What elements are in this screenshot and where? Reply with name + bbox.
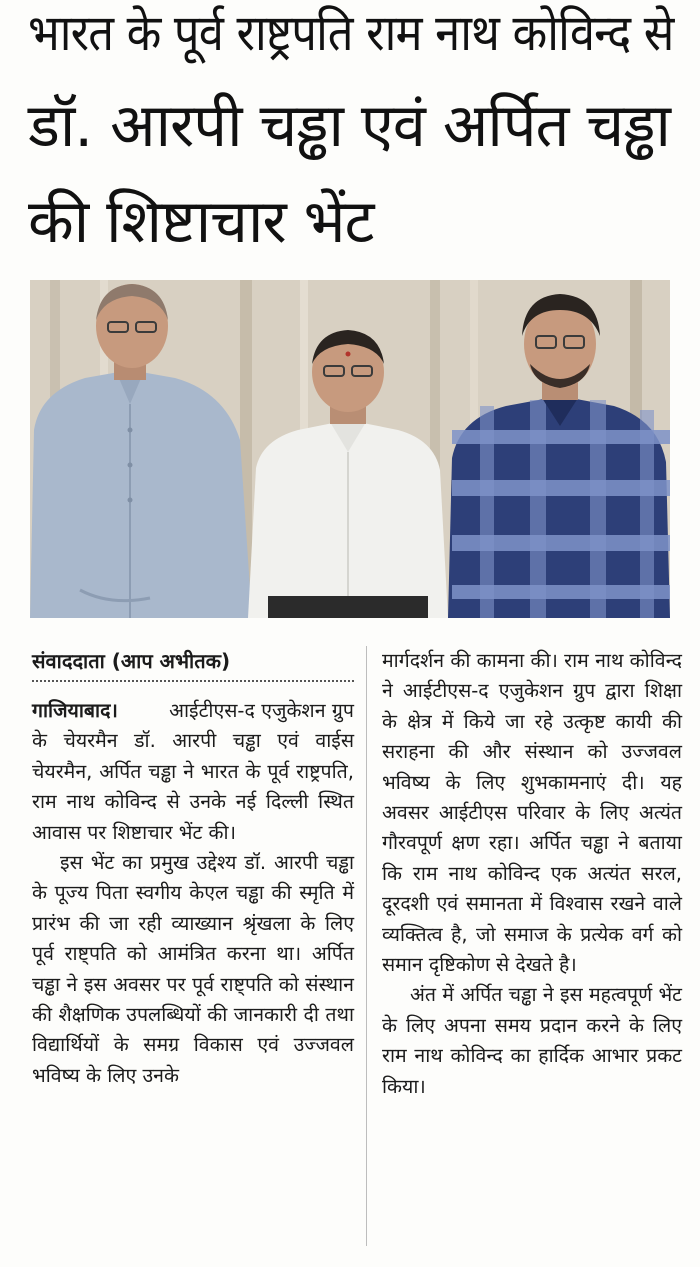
- headline: [28, 4, 678, 288]
- paragraph-1-text: आईटीएस-द एजुकेशन ग्रुप के चेयरमैन डॉ. आरपी चड्ढा एवं वाईस चेयरमैन, अर्पित चड्ढा ने भारत के पूर्व राष्ट्रपति, राम नाथ कोविन्द से उनके नई दिल्ली स्थित आवास पर शिष्टाचार भेंट की।: [32, 699, 354, 844]
- news-photo: [30, 280, 670, 618]
- article-column-left: [32, 646, 354, 1091]
- headline-line-2: डॉ. आरपी चड्ढा एवं अर्पित चड्ढा: [28, 91, 670, 161]
- dateline: गाजियाबाद।: [32, 699, 118, 722]
- photo-illustration: [30, 280, 670, 618]
- headline-line-3: की शिष्टाचार भेंट: [28, 187, 374, 257]
- column-divider: [366, 646, 367, 1246]
- headline-line-1: भारत के पूर्व राष्ट्रपति राम नाथ कोविन्द से: [28, 4, 674, 62]
- article-paragraph-4: अंत में अर्पित चड्ढा ने इस महत्वपूर्ण भेंट के लिए अपना समय प्रदान करने के लिए राम नाथ कोविन्द का हार्दिक आभार प्रकट किया।: [382, 983, 682, 1098]
- article-paragraph-2: इस भेंट का प्रमुख उद्देश्य डॉ. आरपी चड्ढा के पूज्य पिता स्वगीय केएल चड्ढा की स्मृति में प्रारंभ की जा रही व्याख्यान श्रृंखला के लिए पूर्व राष्ट्पति को आमंत्रित करना था। अर्पित चड्ढा ने इस अवसर पर पूर्व राष्ट्पति को संस्थान की शैक्षणिक उपलब्धियों की जानकारी दी तथा विद्यार्थियों के समग्र विकास एवं उज्जवल भविष्य के लिए उनके: [32, 851, 354, 1087]
- article-paragraph-3: मार्गदर्शन की कामना की। राम नाथ कोविन्द ने आईटीएस-द एजुकेशन ग्रुप द्वारा शिक्षा के क्षेत्र में किये जा रहे उत्कृष्ट कायी की सराहना की और संस्थान को उज्जवल भविष्य के लिए शुभकामनाएं दी। यह अवसर आईटीएस परिवार के लिए अत्यंत गौरवपूर्ण क्षण रहा। अर्पित चड्ढा ने बताया कि राम नाथ कोविन्द एक अत्यंत सरल, दूरदशी एवं समानता में विश्वास रखने वाले व्यक्तित्व है, जो समाज के प्रत्येक वर्ग को समान दृष्टिकोण से देखते है।: [382, 649, 682, 977]
- byline: संवाददाता (आप अभीतक): [32, 646, 354, 682]
- article-column-right: [382, 646, 682, 1102]
- article-paragraph-1: [32, 696, 354, 848]
